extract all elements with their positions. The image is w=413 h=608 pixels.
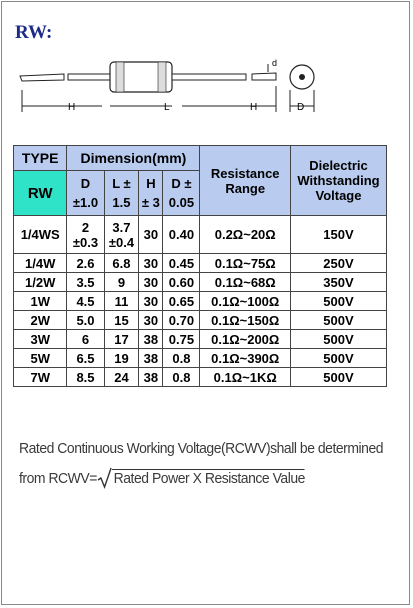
cell-type: 1/4WS — [14, 216, 67, 254]
table-row: 2W 5.0 15 30 0.70 0.1Ω~150Ω 500V — [14, 311, 387, 330]
dielectric-header: Dielectric Withstanding Voltage — [290, 146, 386, 216]
resistor-dimension-drawing — [14, 50, 334, 120]
cell-l: 3.7 ±0.4 — [104, 216, 139, 254]
table-row: 5W 6.5 19 38 0.8 0.1Ω~390Ω 500V — [14, 349, 387, 368]
label-l: L — [164, 102, 170, 113]
rcwv-note-line2 — [19, 467, 305, 489]
type-header: TYPE — [14, 146, 67, 171]
cell-h: 30 — [139, 216, 163, 254]
label-h-right: H — [250, 102, 258, 113]
col-h-header: H ± 3 — [139, 171, 163, 216]
table-row: 1W 4.5 11 30 0.65 0.1Ω~100Ω 500V — [14, 292, 387, 311]
rcwv-note-line1: Rated Continuous Working Voltage(RCWV)shall be determined — [19, 440, 384, 457]
label-d: D — [297, 102, 305, 113]
series-cell: RW — [14, 171, 67, 216]
cell-d: 2 ±0.3 — [67, 216, 104, 254]
table-row — [14, 216, 387, 254]
col-d2-header: D ± 0.05 — [163, 171, 200, 216]
table-row: 3W 6 17 38 0.75 0.1Ω~200Ω 500V — [14, 330, 387, 349]
specification-table — [13, 145, 387, 387]
square-root-icon — [97, 467, 112, 489]
table-row: 1/4W 2.6 6.8 30 0.45 0.1Ω~75Ω 250V — [14, 254, 387, 273]
label-d-small: d — [272, 58, 278, 68]
rcwv-formula-radicand: Rated Power X Resistance Value — [113, 470, 305, 487]
cell-dd: 0.40 — [163, 216, 200, 254]
table-row: 7W 8.5 24 38 0.8 0.1Ω~1KΩ 500V — [14, 368, 387, 387]
series-title: RW: — [15, 22, 53, 43]
label-h-left: H — [68, 102, 76, 113]
table-header-row — [14, 146, 387, 171]
rcwv-formula-prefix: from RCWV= — [19, 470, 97, 487]
col-l-header: L ± 1.5 — [104, 171, 139, 216]
table-row: 1/2W 3.5 9 30 0.60 0.1Ω~68Ω 350V — [14, 273, 387, 292]
dimension-header: Dimension(mm) — [67, 146, 200, 171]
resistance-header: Resistance Range — [200, 146, 291, 216]
cell-range: 0.2Ω~20Ω — [200, 216, 291, 254]
cell-voltage: 150V — [290, 216, 386, 254]
col-d-header: D ±1.0 — [67, 171, 104, 216]
